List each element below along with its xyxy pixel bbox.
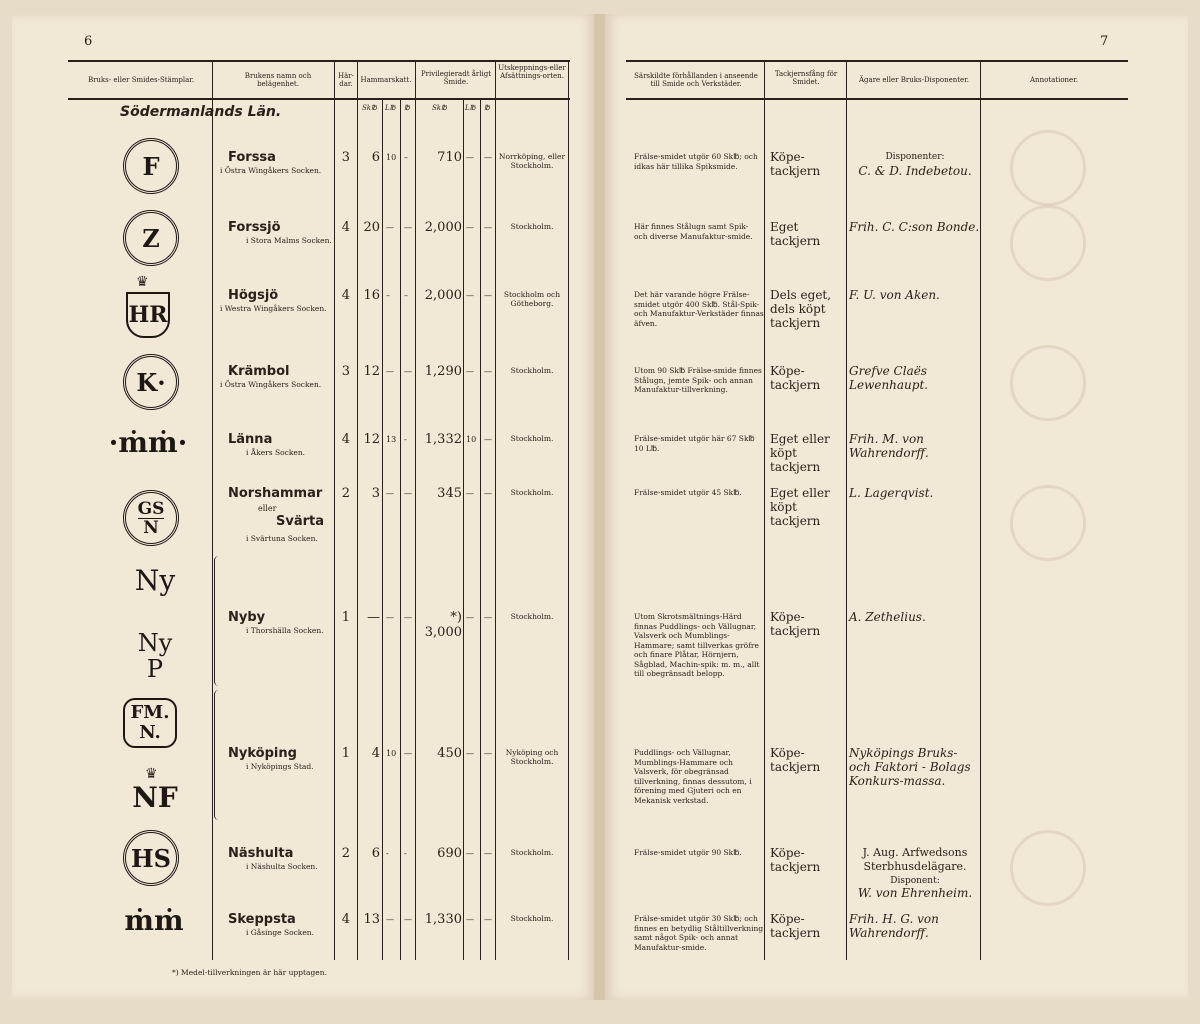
col-divider bbox=[480, 98, 481, 960]
unit-m: ℔ bbox=[484, 104, 490, 112]
hammarskatt-lb: 13 bbox=[386, 435, 397, 444]
agare-value: Frih. H. G. von Wahrendorff. bbox=[849, 912, 939, 940]
sarskilda-note: Frälse-smidet utgör 90 Sk℔. bbox=[634, 848, 742, 857]
agare-value: Grefve Claës Lewenhaupt. bbox=[849, 364, 929, 392]
bruk-socken: i Östra Wingåkers Socken. bbox=[220, 380, 322, 389]
hardar-value: 4 bbox=[341, 432, 350, 447]
privilegieradt-m: — bbox=[484, 367, 492, 376]
hammarskatt-lb: — bbox=[386, 915, 394, 924]
tackjern-value: Köpe-tackjern bbox=[770, 846, 821, 874]
privilegieradt-sk: 710 bbox=[437, 150, 462, 165]
privilegieradt-lb: — bbox=[466, 489, 474, 498]
privilegieradt-m: — bbox=[484, 489, 492, 498]
hammarskatt-lb: – bbox=[386, 291, 390, 300]
hammarskatt-sk: 20 bbox=[363, 220, 380, 235]
unit-lb: L℔ bbox=[465, 104, 476, 112]
hammarskatt-m: – bbox=[404, 153, 408, 162]
privilegieradt-sk: 1,330 bbox=[424, 912, 462, 927]
bruk-name: Norshammar bbox=[228, 486, 323, 501]
stamp-nyby-2 bbox=[130, 628, 180, 684]
col-divider bbox=[568, 60, 569, 960]
hammarskatt-lb: 10 bbox=[386, 749, 397, 758]
bruk-name: Skeppsta bbox=[228, 912, 296, 927]
crown-icon: ♛ bbox=[145, 766, 158, 782]
header-privilegieradt: Privilegieradt årligt Smide. bbox=[420, 70, 492, 86]
bruk-socken: i Östra Wingåkers Socken. bbox=[220, 166, 322, 175]
hardar-value: 3 bbox=[341, 364, 350, 379]
col-divider bbox=[334, 60, 335, 960]
agare-value: Frih. M. von Wahrendorff. bbox=[849, 432, 929, 460]
tackjern-value: Köpe-tackjern bbox=[770, 150, 821, 178]
show-through-stamp bbox=[1010, 345, 1086, 421]
hammarskatt-lb: 10 bbox=[386, 153, 397, 162]
privilegieradt-m: — bbox=[484, 153, 492, 162]
unit-m: ℔ bbox=[404, 104, 410, 112]
bruk-socken: i Westra Wingåkers Socken. bbox=[220, 304, 327, 313]
hammarskatt-lb: — bbox=[386, 223, 394, 232]
hammarskatt-sk: — bbox=[367, 610, 380, 625]
bruk-socken: i Thorshälla Socken. bbox=[246, 626, 324, 635]
stamp-nykoping-2: NF bbox=[132, 780, 178, 814]
agare-value: Frih. C. C:son Bonde. bbox=[849, 220, 980, 234]
tackjern-value: Köpe-tackjern bbox=[770, 746, 821, 774]
sarskilda-note: Det här varande högre Frälse-smidet utgör 400 Sk℔. Stål-Spik- och Manufaktur-Verkstäder finnas äfven. bbox=[634, 290, 764, 328]
sarskilda-note: Här finnes Stålugn samt Spik- och diverse Manufaktur-smide. bbox=[634, 222, 753, 241]
bruk-name-eller: eller bbox=[258, 504, 277, 513]
privilegieradt-lb: — bbox=[466, 749, 474, 758]
brace bbox=[214, 556, 223, 686]
agare-value: Nyköpings Bruks- och Faktori - Bolags Konkurs-massa. bbox=[849, 746, 971, 788]
header-sarskilda: Särskildte förhållanden i anseende till Smide och Verkstäder. bbox=[634, 72, 758, 88]
show-through-stamp bbox=[1010, 130, 1086, 206]
stamp-lanna: ·ṁṁ· bbox=[108, 425, 188, 459]
privilegieradt-sk: 345 bbox=[437, 486, 462, 501]
stamp-norshammar bbox=[123, 490, 179, 546]
bruk-name: Nyby bbox=[228, 610, 266, 625]
hammarskatt-m: - bbox=[404, 435, 407, 444]
afsattningsort: Stockholm. bbox=[510, 488, 554, 497]
privilegieradt-sk: 2,000 bbox=[424, 220, 462, 235]
agare-value: C. & D. Indebetou. bbox=[858, 164, 972, 178]
agare-value: L. Lagerqvist. bbox=[849, 486, 934, 500]
stamp-nyby-2-bottom: P bbox=[146, 655, 164, 683]
sarskilda-note: Frälse-smidet utgör 60 Sk℔; och idkas här tillika Spiksmide. bbox=[634, 152, 758, 171]
privilegieradt-m: — bbox=[484, 613, 492, 622]
bruk-name: Näshulta bbox=[228, 846, 294, 861]
col-divider bbox=[846, 60, 847, 960]
hardar-value: 1 bbox=[341, 610, 350, 625]
afsattningsort: Stockholm. bbox=[510, 434, 554, 443]
bruk-name: Forssjö bbox=[228, 220, 281, 235]
privilegieradt-lb: — bbox=[466, 223, 474, 232]
hardar-value: 1 bbox=[341, 746, 350, 761]
hammarskatt-m: — bbox=[404, 749, 412, 758]
privilegieradt-sk: 450 bbox=[437, 746, 462, 761]
stamp-nykoping-1 bbox=[123, 698, 177, 748]
stamp-nykoping-1-top: FM. bbox=[130, 702, 170, 723]
col-divider bbox=[495, 60, 496, 960]
hammarskatt-sk: 3 bbox=[371, 486, 380, 501]
col-divider bbox=[212, 60, 213, 960]
tackjern-value: Köpe-tackjern bbox=[770, 610, 821, 638]
sarskilda-note: Frälse-smidet utgör 45 Sk℔. bbox=[634, 488, 742, 497]
stamp-nykoping-1-bottom: N. bbox=[139, 722, 161, 743]
hammarskatt-lb: — bbox=[386, 367, 394, 376]
footnote: *) Medel-tillverkningen är här upptagen. bbox=[172, 968, 327, 977]
header-stamps: Bruks- eller Smides-Stämplar. bbox=[87, 76, 195, 84]
tackjern-value: Dels eget, dels köpt tackjern bbox=[770, 288, 832, 330]
agare-value: W. von Ehrenheim. bbox=[857, 886, 973, 900]
hammarskatt-sk: 12 bbox=[363, 364, 380, 379]
afsattningsort: Norrköping, eller Stockholm. bbox=[498, 152, 566, 170]
bruk-name-alt: Svärta bbox=[276, 514, 325, 529]
agare-value: F. U. von Aken. bbox=[849, 288, 940, 302]
col-divider bbox=[980, 60, 981, 960]
bruk-socken: i Nyköpings Stad. bbox=[246, 762, 314, 771]
brace bbox=[214, 690, 223, 820]
bruk-name: Nyköping bbox=[228, 746, 297, 761]
header-name: Brukens namn och belägenhet. bbox=[244, 72, 312, 88]
privilegieradt-m: — bbox=[484, 291, 492, 300]
hammarskatt-m: — bbox=[404, 915, 412, 924]
afsattningsort: Stockholm. bbox=[510, 914, 554, 923]
bruk-name: Länna bbox=[228, 432, 273, 447]
crown-icon: ♛ bbox=[136, 274, 149, 290]
hardar-value: 3 bbox=[341, 150, 350, 165]
privilegieradt-sk: 2,000 bbox=[424, 288, 462, 303]
stamp-nyby-2-top: Ny bbox=[137, 629, 173, 657]
tackjern-value: Eget eller köpt tackjern bbox=[770, 432, 830, 474]
tackjern-value: Köpe-tackjern bbox=[770, 364, 821, 392]
agare-prefix: J. Aug. Arfwedsons Sterbhusdelägare. bbox=[862, 846, 968, 873]
hardar-value: 4 bbox=[341, 288, 350, 303]
privilegieradt-lb: — bbox=[466, 153, 474, 162]
privilegieradt-lb: — bbox=[466, 915, 474, 924]
afsattningsort: Nyköping och Stockholm. bbox=[505, 748, 559, 766]
hammarskatt-m: — bbox=[404, 367, 412, 376]
sarskilda-note: Puddlings- och Vällugnar, Mumblings-Hammare och Valsverk, för obegränsad tillverkning, finnas dessutom, i förening med Gjuteri och en Mekanisk verkstad. bbox=[634, 748, 752, 805]
hardar-value: 2 bbox=[341, 846, 350, 861]
bruk-socken: i Åkers Socken. bbox=[246, 448, 306, 457]
sarskilda-note: Frälse-smidet utgör här 67 Sk℔ 10 L℔. bbox=[634, 434, 755, 453]
hammarskatt-sk: 12 bbox=[363, 432, 380, 447]
afsattningsort: Stockholm. bbox=[510, 848, 554, 857]
afsattningsort: Stockholm. bbox=[510, 612, 554, 621]
bruk-name: Krämbol bbox=[228, 364, 290, 379]
privilegieradt-lb: — bbox=[466, 613, 474, 622]
hammarskatt-m: — bbox=[404, 489, 412, 498]
col-divider bbox=[415, 60, 416, 960]
page-number-right: 7 bbox=[1100, 34, 1109, 49]
unit-sk: Sk℔ bbox=[432, 104, 447, 112]
header-top-rule-right bbox=[626, 60, 1128, 62]
sarskilda-note: Utom 90 Sk℔ Frälse-smide finnes Stålugn, jemte Spik- och annan Manufaktur-tillverkning. bbox=[634, 366, 762, 394]
hammarskatt-m: - bbox=[404, 849, 407, 858]
header-utskeppnings: Utskeppnings-eller Afsättnings-orten. bbox=[498, 64, 566, 80]
stamp-skeppsta: ṁṁ bbox=[124, 903, 184, 937]
header-annotationer: Annotationer. bbox=[1030, 76, 1078, 84]
section-title: Södermanlands Län. bbox=[120, 104, 282, 120]
privilegieradt-m: — bbox=[484, 223, 492, 232]
privilegieradt-sk: 1,290 bbox=[424, 364, 462, 379]
col-divider bbox=[382, 98, 383, 960]
col-divider bbox=[357, 60, 358, 960]
bruk-name: Högsjö bbox=[228, 288, 279, 303]
bruk-name: Forssa bbox=[228, 150, 276, 165]
header-tackjern: Tackjernsfång för Smidet. bbox=[774, 70, 838, 86]
bruk-socken: i Svärtuna Socken. bbox=[246, 534, 318, 543]
agare-value: A. Zethelius. bbox=[849, 610, 926, 624]
privilegieradt-sk: 1,332 bbox=[424, 432, 462, 447]
hardar-value: 4 bbox=[341, 912, 350, 927]
stamp-forssa: F bbox=[123, 138, 179, 194]
hammarskatt-m: — bbox=[404, 613, 412, 622]
show-through-stamp bbox=[1010, 830, 1086, 906]
stamp-nashulta: HS bbox=[123, 830, 179, 886]
privilegieradt-m: — bbox=[484, 849, 492, 858]
privilegieradt-m: — bbox=[484, 749, 492, 758]
tackjern-value: Eget tackjern bbox=[770, 220, 821, 248]
privilegieradt-m: — bbox=[484, 435, 492, 444]
header-hardar: Här-dar. bbox=[338, 72, 354, 88]
unit-sk: Sk℔ bbox=[362, 104, 377, 112]
hammarskatt-m: — bbox=[404, 223, 412, 232]
bruk-socken: i Stora Malms Socken. bbox=[246, 236, 332, 245]
hammarskatt-sk: 6 bbox=[371, 150, 380, 165]
hammarskatt-sk: 4 bbox=[371, 746, 380, 761]
tackjern-value: Eget eller köpt tackjern bbox=[770, 486, 830, 528]
hammarskatt-lb: — bbox=[386, 613, 394, 622]
page-number-left: 6 bbox=[84, 34, 93, 49]
hardar-value: 2 bbox=[341, 486, 350, 501]
hammarskatt-lb: - bbox=[386, 849, 389, 858]
afsattningsort: Stockholm och Götheborg. bbox=[503, 290, 561, 308]
hammarskatt-sk: 6 bbox=[371, 846, 380, 861]
stamp-forssjo: Z bbox=[123, 210, 179, 266]
header-agare: Ägare eller Bruks-Disponenter. bbox=[858, 76, 969, 84]
privilegieradt-lb: 10 bbox=[466, 435, 477, 444]
privilegieradt-sk: *) 3,000 bbox=[424, 610, 462, 640]
hardar-value: 4 bbox=[341, 220, 350, 235]
show-through-stamp bbox=[1010, 485, 1086, 561]
tackjern-value: Köpe-tackjern bbox=[770, 912, 821, 940]
header-hammarskatt: Hammarskatt. bbox=[360, 76, 412, 84]
col-divider bbox=[400, 98, 401, 960]
hammarskatt-lb: — bbox=[386, 489, 394, 498]
afsattningsort: Stockholm. bbox=[510, 222, 554, 231]
privilegieradt-lb: — bbox=[466, 849, 474, 858]
stamp-norshammar-top: GS bbox=[137, 498, 165, 519]
stamp-hogsjo: HR bbox=[126, 292, 170, 338]
afsattningsort: Stockholm. bbox=[510, 366, 554, 375]
bruk-socken: i Gåsinge Socken. bbox=[246, 928, 314, 937]
privilegieradt-lb: — bbox=[466, 291, 474, 300]
col-divider bbox=[764, 60, 765, 960]
stamp-nyby-1: Ny bbox=[134, 563, 176, 597]
unit-lb: L℔ bbox=[385, 104, 396, 112]
hammarskatt-sk: 13 bbox=[363, 912, 380, 927]
bruk-socken: i Näshulta Socken. bbox=[246, 862, 318, 871]
agare-disponent-label: Disponent: bbox=[890, 876, 940, 886]
hammarskatt-m: – bbox=[404, 291, 408, 300]
stamp-norshammar-bottom: N bbox=[143, 517, 159, 538]
hammarskatt-sk: 16 bbox=[363, 288, 380, 303]
stamp-krambol: K· bbox=[123, 354, 179, 410]
sarskilda-note: Frälse-smidet utgör 30 Sk℔; och finnes en betydlig Ståltillverkning samt något Spik- och annat Manufaktur-smide. bbox=[634, 914, 764, 952]
col-divider bbox=[463, 98, 464, 960]
privilegieradt-lb: — bbox=[466, 367, 474, 376]
sarskilda-note: Utom Skrotsmältnings-Härd finnas Puddlings- och Vällugnar, Valsverk och Mumblings-Hammare; samt tillverkas gröfre och finare Plåtar, Hörnjern, Sågblad, Machin-spik: m. m., allt till obegränsadt belopp. bbox=[634, 612, 760, 678]
show-through-stamp bbox=[1010, 205, 1086, 281]
privilegieradt-sk: 690 bbox=[437, 846, 462, 861]
header-bottom-rule-right bbox=[626, 98, 1128, 100]
privilegieradt-m: — bbox=[484, 915, 492, 924]
agare-prefix: Disponenter: bbox=[885, 152, 945, 162]
